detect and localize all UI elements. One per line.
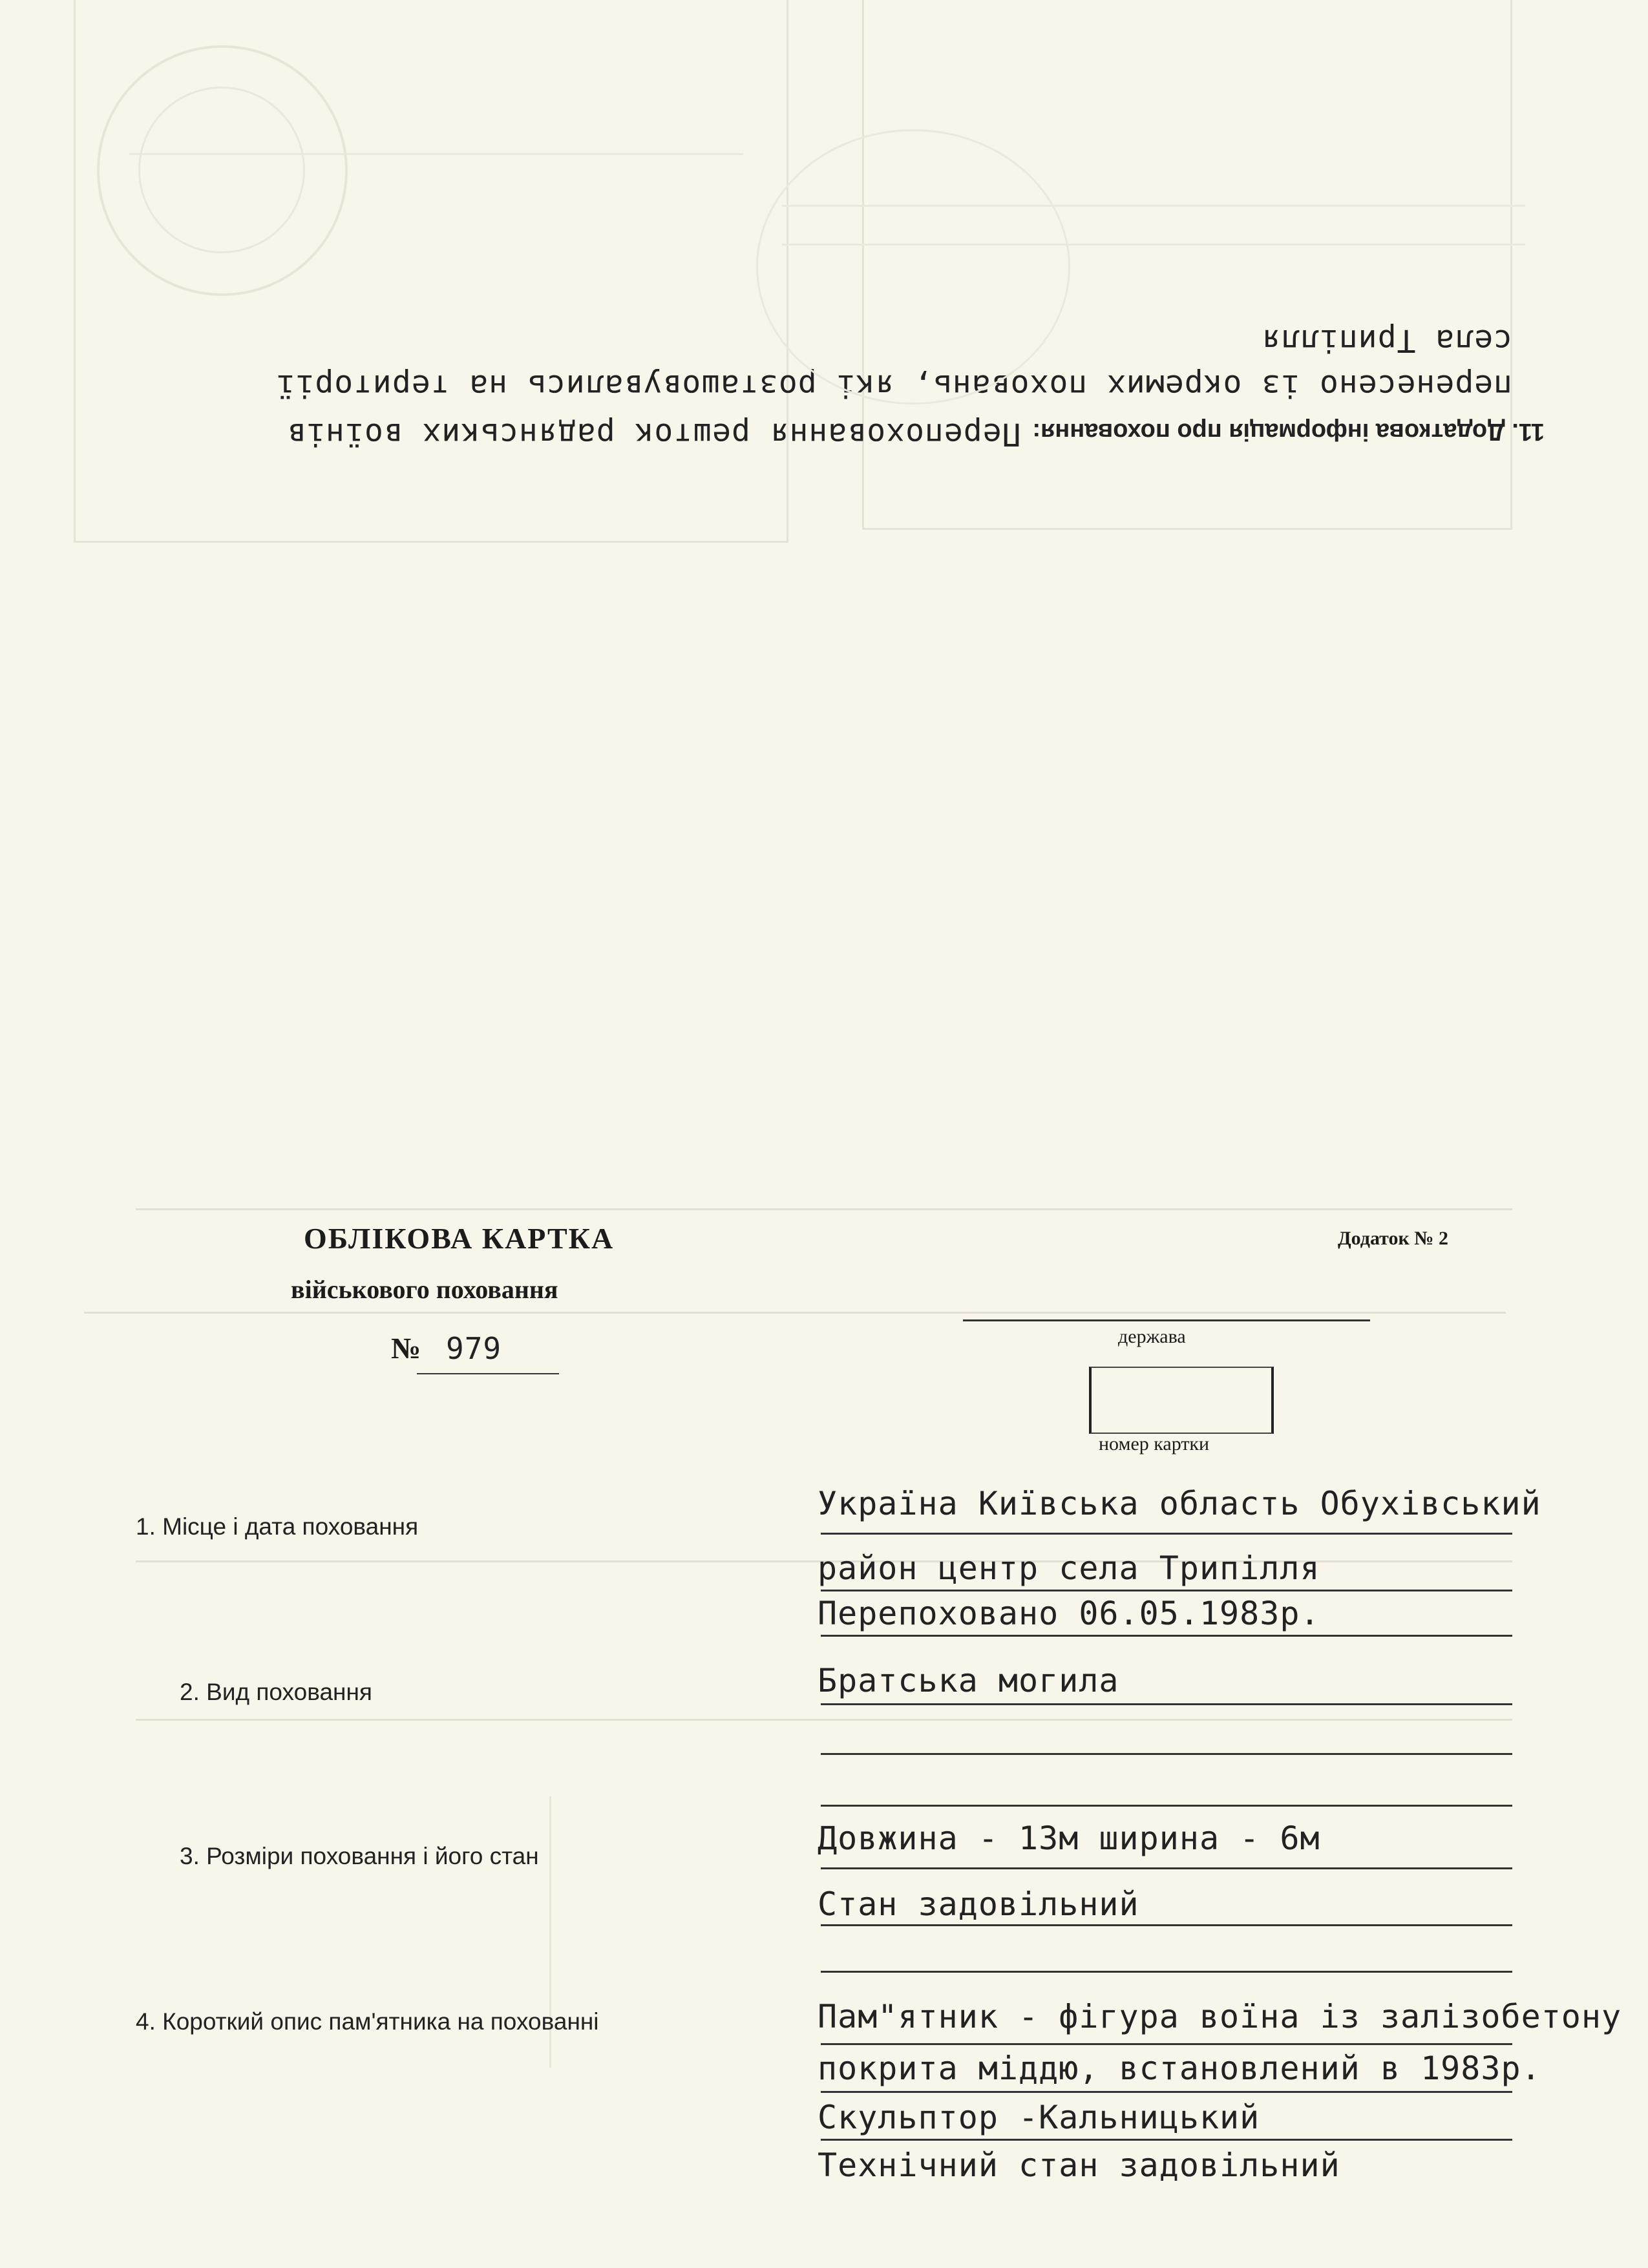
field-4-rule-3: [821, 2139, 1512, 2141]
faint-rule: [136, 1719, 1512, 1721]
field-1-rule-3: [821, 1635, 1512, 1637]
faint-rule: [84, 1312, 1506, 1314]
field-1-rule-2: [821, 1590, 1512, 1591]
card-number-label: номер картки: [1099, 1433, 1210, 1454]
ghost-stamp-icon: [97, 45, 348, 296]
appendix-label: Додаток № 2: [1338, 1228, 1448, 1249]
field-4-line-1: Пам"ятник - фігура воїна із залізобетону: [818, 1998, 1622, 2035]
card-number-sign: №: [391, 1332, 421, 1365]
state-label: держава: [1118, 1326, 1186, 1347]
card-number-box: [1089, 1367, 1274, 1434]
reverse-line-1: Перепоховання решток радянських воїнів: [286, 416, 1021, 452]
field-1-line-3: Перепоховано 06.05.1983р.: [818, 1595, 1320, 1632]
field-1-rule-1: [821, 1533, 1512, 1535]
field-2-rule-1: [821, 1703, 1512, 1705]
field-4-rule-1: [821, 2043, 1512, 2045]
reverse-info-block: [286, 416, 1545, 452]
field-2-label: 2. Вид поховання: [180, 1679, 372, 1705]
field-3-line-2: Стан задовільний: [818, 1885, 1139, 1923]
reverse-line-2: перенесено із окремих поховань, які розташовувались на території: [275, 368, 1512, 404]
field-4-line-4: Технічний стан задовільний: [818, 2147, 1340, 2184]
card-subtitle: військового поховання: [291, 1275, 558, 1304]
field-1-line-1: Україна Київська область Обухівський: [818, 1485, 1541, 1522]
field-3-line-1: Довжина - 13м ширина - 6м: [818, 1820, 1320, 1857]
field-3-label: 3. Розміри поховання і його стан: [180, 1843, 539, 1869]
card-title: ОБЛІКОВА КАРТКА: [304, 1222, 615, 1255]
field-2-line-1: Братська могила: [818, 1662, 1119, 1699]
field-3-rule-1: [821, 1867, 1512, 1869]
field-4-line-2: покрита міддю, встановлений в 1983р.: [818, 2050, 1541, 2087]
field-3-rule-2: [821, 1924, 1512, 1926]
card-number: 979: [446, 1331, 502, 1366]
reverse-line-3: села Трипілля: [1261, 322, 1512, 359]
state-underline: [963, 1319, 1370, 1321]
field-1-line-2: район центр села Трипілля: [818, 1549, 1320, 1587]
field-3-rule-3: [821, 1971, 1512, 1973]
field-4-line-3: Скульптор -Кальницький: [818, 2099, 1260, 2136]
reverse-item-label: 11. Додаткова інформація про поховання:: [1032, 418, 1545, 445]
field-4-label: 4. Короткий опис пам'ятника на похованні: [136, 2008, 599, 2035]
field-2-rule-3: [821, 1805, 1512, 1807]
field-1-label: 1. Місце і дата поховання: [136, 1513, 419, 1540]
field-2-rule-2: [821, 1753, 1512, 1755]
faint-rule: [136, 1208, 1512, 1210]
ghost-stamp-icon: [756, 129, 1070, 404]
field-4-rule-2: [821, 2091, 1512, 2093]
card-number-underline: [417, 1373, 559, 1374]
